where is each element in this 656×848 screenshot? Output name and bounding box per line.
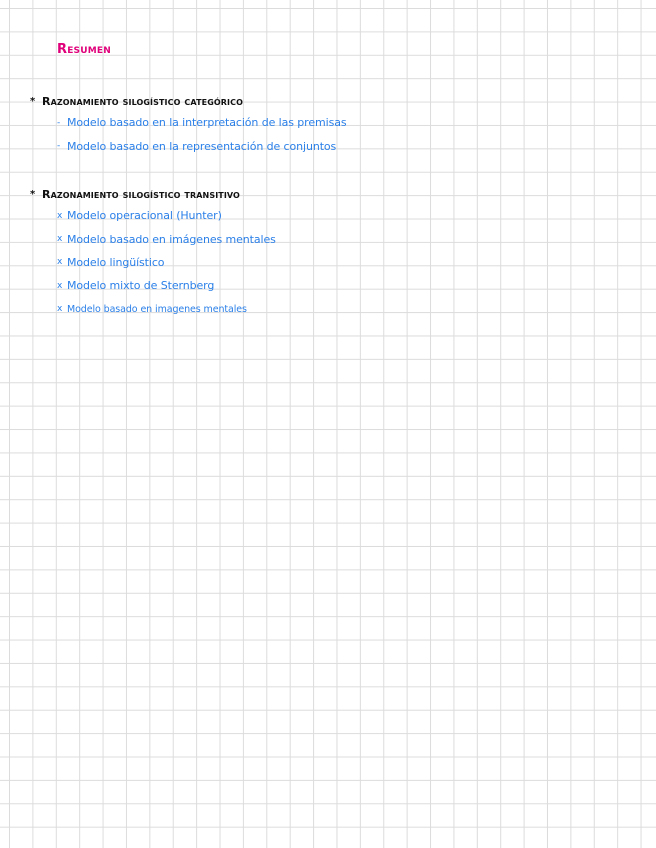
item-marker: x <box>57 304 63 315</box>
list-item-text: Modelo basado en la representación de conjuntos <box>67 139 337 153</box>
bullet-marker: * <box>30 95 36 107</box>
section-heading <box>30 184 276 204</box>
list-item-text: Modelo lingüístico <box>67 255 165 269</box>
section-heading <box>30 91 346 111</box>
list-item-text: Modelo mixto de Sternberg <box>67 279 215 293</box>
item-marker: x <box>57 257 63 268</box>
list-item <box>57 111 346 134</box>
item-marker: x <box>57 280 63 291</box>
section-item-list <box>57 204 276 321</box>
list-item <box>57 298 276 321</box>
section-heading-text: Razonamiento silogístico categórico <box>42 94 243 108</box>
list-item-text: Modelo basado en imágenes mentales <box>67 232 276 246</box>
list-item-text: Modelo operacional (Hunter) <box>67 209 222 223</box>
item-marker: x <box>57 234 63 245</box>
section-transitive <box>30 184 276 321</box>
section-categorical <box>30 91 346 158</box>
item-marker: - <box>57 141 61 152</box>
section-item-list <box>57 111 346 158</box>
list-item <box>57 251 276 274</box>
bullet-marker: * <box>30 188 36 200</box>
section-heading-text: Razonamiento silogístico transitivo <box>42 187 240 201</box>
list-item <box>57 274 276 297</box>
item-marker: - <box>57 117 61 128</box>
item-marker: x <box>57 210 63 221</box>
list-item <box>57 227 276 250</box>
page-title: Resumen <box>57 42 111 57</box>
list-item <box>57 134 346 157</box>
list-item-text: Modelo basado en la interpretación de las premisas <box>67 116 347 130</box>
list-item <box>57 204 276 227</box>
list-item-text: Modelo basado en imagenes mentales <box>67 303 247 315</box>
